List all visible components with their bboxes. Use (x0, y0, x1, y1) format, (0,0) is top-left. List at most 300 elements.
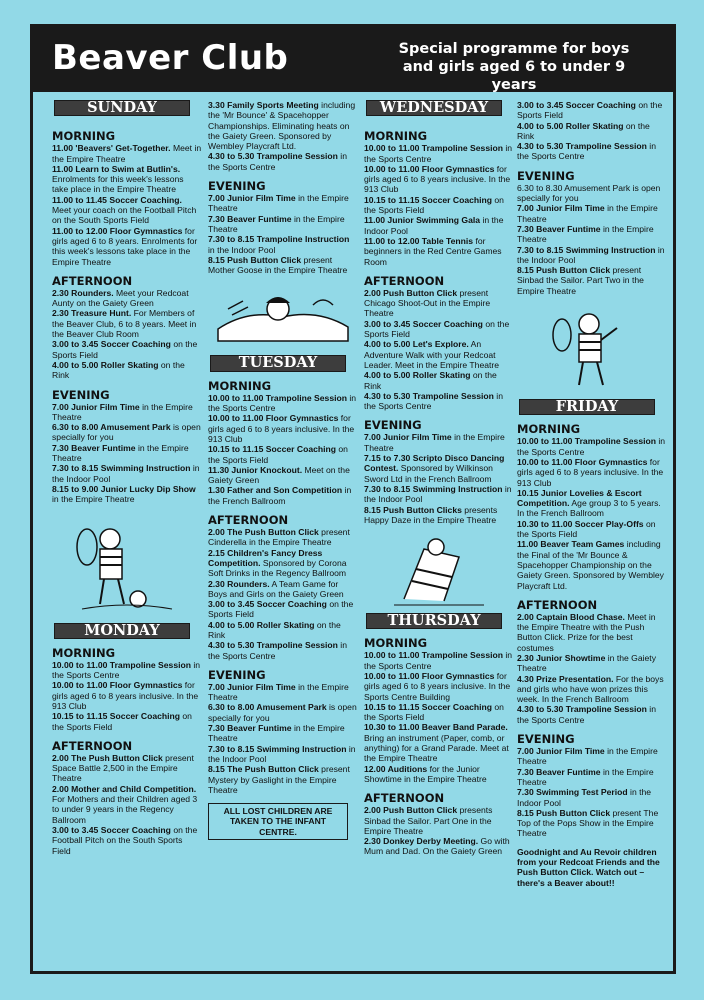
section-title-afternoon: AFTERNOON (364, 273, 445, 288)
entry-detail: in the Sports Centre (208, 151, 347, 172)
schedule-entry (364, 319, 514, 340)
header-banner (30, 24, 676, 92)
entry-detail: on the Sports Field (364, 194, 504, 216)
schedule-entry (52, 226, 202, 267)
entry-detail: Meet your Redcoat Aunty on the Gaiety Green (52, 287, 189, 309)
schedule-entry (208, 485, 358, 506)
entry-detail: on the Sports Field (52, 711, 192, 732)
schedule-entry (517, 224, 667, 245)
schedule-entry (517, 539, 667, 590)
entry-list (364, 432, 514, 525)
schedule-entry (208, 255, 358, 276)
schedule-entry (52, 753, 202, 784)
entry-list (364, 143, 514, 267)
entry-title: 2.30 Rounders. (208, 578, 270, 589)
entry-detail: in the Indoor Pool (517, 787, 652, 808)
entry-title: 3.00 to 3.45 Soccer Coaching (52, 339, 171, 350)
section-title-afternoon: AFTERNOON (208, 513, 289, 528)
schedule-entry (208, 764, 358, 795)
entry-detail: A Team Game for Boys and Girls on the Gaiety Green (208, 578, 344, 599)
schedule-entry (517, 808, 667, 839)
schedule-entry (52, 195, 202, 226)
schedule-entry (364, 764, 514, 785)
entry-title: 4.00 to 5.00 Roller Skating (364, 370, 471, 381)
entry-detail: for the Junior Showtime in the Empire Theatre (364, 763, 487, 784)
entry-title: 3.00 to 3.45 Soccer Coaching (364, 318, 483, 329)
schedule-entry (52, 484, 202, 505)
entry-title: 11.00 Learn to Swim at Butlin's. (52, 163, 181, 174)
entry-title: 11.00 to 12.00 Table Tennis (364, 235, 474, 246)
entry-title: 11.00 to 11.45 Soccer Coaching. (52, 194, 182, 205)
schedule-entry (208, 548, 358, 579)
entry-detail: in the Empire Theatre (364, 432, 505, 453)
section-title-afternoon: AFTERNOON (52, 738, 133, 753)
entry-title: 7.30 Beaver Funtime (517, 766, 601, 777)
entry-detail: in the Empire Theatre (52, 442, 189, 464)
entry-title: 2.30 Donkey Derby Meeting. (364, 836, 479, 847)
entry-detail: in the Indoor Pool (208, 743, 356, 764)
entry-title: 2.00 The Push Button Click (52, 752, 163, 763)
entry-detail: in the Empire Theatre (517, 203, 658, 224)
schedule-entry (364, 370, 514, 391)
entry-detail: in the Empire Theatre (208, 681, 349, 703)
section-title-evening: EVENING (517, 168, 575, 183)
entry-detail: in the Empire Theatre (52, 494, 135, 505)
entry-detail: presents Happy Daze in the Empire Theatre (364, 504, 498, 525)
entry-title: 6.30 to 8.00 Amusement Park (52, 422, 171, 433)
entry-detail: in the Sports Centre (517, 436, 666, 457)
entry-list (52, 143, 202, 267)
entry-title: 8.15 The Push Button Click (208, 764, 319, 775)
schedule-entry (517, 100, 667, 121)
schedule-entry (517, 121, 667, 142)
schedule-entry (517, 653, 667, 674)
lost-children-notice: ALL LOST CHILDREN ARE TAKEN TO THE INFANT CENTRE. (208, 803, 348, 840)
entry-detail: present Sinbad the Sailor. Part Two in the Empire Theatre (517, 265, 644, 296)
schedule-entry (208, 465, 358, 486)
column-4 (517, 100, 667, 888)
entry-detail: Age group 3 to 5 years. In the French Ballroom (517, 498, 661, 519)
entry-detail: For Mothers and their Children aged 3 to under 9 years in the Regency Ballroom (52, 794, 198, 825)
entry-title: 3.30 Family Sports Meeting (208, 100, 319, 110)
entry-detail: in the Empire Theatre (208, 193, 349, 214)
entry-detail: in the Indoor Pool (208, 244, 276, 255)
entry-title: 10.15 to 11.15 Soccer Coaching (208, 444, 337, 455)
entry-list (208, 682, 358, 795)
schedule-entry (52, 784, 202, 825)
column-2 (208, 100, 358, 840)
schedule-entry (52, 402, 202, 423)
schedule-entry (364, 195, 514, 216)
entry-title: 10.15 to 11.15 Soccer Coaching (364, 701, 493, 712)
entry-title: 10.00 to 11.00 Floor Gymnastics (364, 670, 495, 681)
entry-title: 11.00 Beaver Team Games (517, 539, 625, 550)
schedule-entry (364, 432, 514, 453)
schedule-entry (208, 682, 358, 703)
entry-detail: on the Rink (208, 619, 341, 640)
entry-list (52, 660, 202, 732)
entry-title: 10.30 to 11.00 Beaver Band Parade. (364, 722, 508, 733)
entry-detail: for girls aged 6 to 8 years inclusive. In the Sports Centre Building (364, 670, 511, 702)
entry-title: 7.30 to 8.15 Swimming Instruction (517, 244, 656, 255)
entry-title: 6.30 to 8.00 Amusement Park (208, 702, 327, 713)
entry-detail: in the Gaiety Theatre (517, 652, 656, 674)
schedule-entry (52, 143, 202, 164)
entry-detail: in the Indoor Pool (52, 463, 200, 484)
entry-detail: on the Sports Field (364, 318, 510, 340)
entry-title: 2.30 Junior Showtime (517, 652, 606, 663)
schedule-entry (364, 453, 514, 484)
entry-title: 10.00 to 11.00 Floor Gymnastics (208, 413, 339, 424)
schedule-entry (208, 413, 358, 444)
beaver-waving-illustration (517, 300, 667, 395)
section-title-evening: EVENING (208, 667, 266, 682)
entry-detail: in the Sports Centre (364, 390, 503, 412)
entry-detail: Go with Mum and Dad. On the Gaiety Green (364, 836, 510, 857)
entry-title: 8.15 Push Button Click (517, 807, 611, 818)
entry-list (208, 193, 358, 275)
schedule-entry (208, 723, 358, 744)
schedule-entry (364, 391, 514, 412)
entry-title: 7.30 to 8.15 Swimming Instruction (364, 483, 503, 494)
schedule-entry (517, 457, 667, 488)
entry-detail: on the Sports Field (517, 100, 663, 121)
entry-detail: Meet in the Empire Theatre (52, 143, 202, 164)
section-title-evening: EVENING (52, 387, 110, 402)
schedule-entry (208, 579, 358, 600)
entry-title: 10.00 to 11.00 Floor Gymnastics (517, 456, 648, 467)
schedule-entry (364, 836, 514, 857)
entry-detail: including the 'Mr Bounce' & Spacehopper Championships. Eliminating heats on the Gaiety Green. Sponsored by Wembley Playcraft Ltd. (208, 100, 356, 152)
entry-detail: for girls aged 6 to 8 years inclusive. In the 913 Club (52, 680, 199, 711)
entry-detail: For the boys and girls who have won prizes this week. In the French Ballroom (517, 673, 664, 705)
entry-title: 4.30 to 5.30 Trampoline Session (517, 141, 647, 152)
entry-detail: on the Sports Field (208, 444, 348, 465)
entry-detail: in the Sports Centre (364, 650, 513, 671)
entry-list (364, 650, 514, 784)
schedule-entry (364, 215, 514, 236)
entry-list (517, 436, 667, 590)
entry-title: 8.15 Push Button Click (517, 265, 611, 276)
schedule-entry (364, 650, 514, 671)
entry-title: 7.30 Beaver Funtime (208, 213, 292, 224)
schedule-entry (208, 620, 358, 641)
schedule-entry (208, 234, 358, 255)
entry-detail: Enrolments for this week's lessons take place in the Empire Theatre (52, 174, 184, 195)
entry-detail: in the Empire Theatre (208, 213, 345, 234)
section-title-evening: EVENING (364, 418, 422, 433)
entry-title: 10.15 to 11.15 Soccer Coaching (52, 711, 181, 722)
entry-detail: on the Sports Field (208, 599, 354, 620)
entry-detail: in the Empire Theatre (517, 746, 658, 767)
entry-detail: on the Rink (364, 370, 497, 391)
entry-title: 2.30 Treasure Hunt. (52, 308, 132, 319)
schedule-entry (364, 143, 514, 164)
entry-title: 4.30 to 5.30 Trampoline Session (364, 390, 494, 401)
entry-detail: in the Sports Centre (208, 392, 357, 414)
beaver-soccer-illustration (52, 509, 202, 619)
schedule-entry (208, 640, 358, 661)
schedule-entry (208, 527, 358, 548)
entry-detail: in the Sports Centre (52, 659, 201, 681)
entry-detail: present Space Battle 2,500 in the Empire Theatre (52, 752, 194, 784)
entry-title: 7.30 to 8.15 Trampoline Instruction (208, 234, 350, 245)
entry-list (52, 402, 202, 505)
closing-message: Goodnight and Au Revoir children from your Redcoat Friends and the Push Button Click. Watch out – there's a Beaver about!! (517, 846, 660, 888)
entry-detail: presents Sinbad the Sailor. Part One in the Empire Theatre (364, 805, 493, 836)
entry-list (517, 612, 667, 725)
schedule-entry (364, 236, 514, 267)
schedule-entry (364, 484, 514, 505)
section-title-evening: EVENING (517, 732, 575, 747)
entry-title: 2.00 Captain Blood Chase. (517, 611, 625, 622)
entry-title: 10.15 to 11.15 Soccer Coaching (364, 194, 493, 205)
entry-title: 7.30 Swimming Test Period (517, 787, 628, 798)
entry-detail: present Chicago Shoot-Out in the Empire Theatre (364, 287, 491, 319)
entry-detail: on the Rink (517, 120, 650, 141)
entry-detail: in the Empire Theatre (517, 766, 654, 787)
schedule-entry (208, 444, 358, 465)
entry-detail: in the Sports Centre (364, 143, 513, 164)
schedule-entry (517, 767, 667, 788)
schedule-entry (517, 704, 667, 725)
section-title-afternoon: AFTERNOON (364, 791, 445, 806)
entry-title: 10.15 Junior Lovelies & Escort Competition. (517, 487, 642, 509)
schedule-entry (52, 308, 202, 339)
day-heading-monday: MONDAY (54, 623, 190, 639)
entry-title: 2.30 Rounders. (52, 287, 114, 298)
entry-detail: including the Final of the 'Mr Bounce & Spacehopper Championship on the Gaiety Green. Sponsored by Wembley Playcraft Ltd. (517, 539, 664, 591)
entry-title: 12.00 Auditions (364, 763, 428, 774)
schedule-entry (364, 702, 514, 723)
entry-detail: in the Sports Centre (517, 141, 656, 162)
entry-title: 1.30 Father and Son Competition (208, 485, 343, 496)
schedule-entry (364, 671, 514, 702)
schedule-entry (52, 443, 202, 464)
schedule-entry (52, 711, 202, 732)
entry-title: 11.30 Junior Knockout. (208, 464, 303, 475)
schedule-entry (52, 463, 202, 484)
entry-detail: For Members of the Beaver Club, 6 to 8 years. Meet in the Beaver Club Room (52, 308, 197, 340)
entry-list (208, 527, 358, 661)
entry-detail: on the Sports Field (517, 518, 656, 540)
schedule-entry (52, 339, 202, 360)
schedule-entry (517, 265, 667, 296)
entry-title: 11.00 Junior Swimming Gala (364, 215, 481, 226)
entry-detail: is open specially for you (208, 702, 357, 723)
entry-title: 3.00 to 3.45 Soccer Coaching (517, 100, 636, 110)
schedule-entry (208, 393, 358, 414)
entry-title: 7.00 Junior Film Time (517, 203, 605, 214)
schedule-entry (517, 245, 667, 266)
entry-detail: Meet on the Gaiety Green (208, 464, 350, 486)
entry-detail: present Cinderella in the Empire Theatre (208, 527, 350, 548)
day-heading-wednesday: WEDNESDAY (366, 100, 502, 116)
sleeping-child-illustration (208, 279, 358, 349)
entry-title: 10.30 to 11.00 Soccer Play-Offs (517, 518, 644, 529)
entry-title: 10.00 to 11.00 Floor Gymnastics (364, 163, 495, 174)
entry-detail: in the Empire Theatre (208, 723, 345, 744)
day-heading-tuesday: TUESDAY (210, 355, 346, 371)
entry-title: 7.00 Junior Film Time (517, 746, 605, 757)
entry-detail: in the Sports Centre (208, 640, 347, 661)
entry-detail: in the Indoor Pool (364, 483, 512, 505)
entry-detail: Meet your coach on the Football Pitch on the South Sports Field (52, 205, 197, 226)
entry-title: 10.00 to 11.00 Trampoline Session (364, 650, 503, 661)
entry-list (364, 805, 514, 856)
entry-detail: present The Top of the Pops Show in the Empire Theatre (517, 807, 659, 839)
entry-detail: in the Empire Theatre (52, 401, 193, 422)
entry-title: 7.30 Beaver Funtime (208, 723, 292, 734)
schedule-entry (52, 360, 202, 381)
entry-detail: Sponsored by Wilkinson Sword Ltd in the French Ballroom (364, 463, 493, 484)
entry-list (517, 183, 667, 296)
schedule-entry (517, 183, 667, 204)
schedule-entry (517, 488, 667, 519)
entry-title: 11.00 'Beavers' Get-Together. (52, 143, 171, 154)
entry-detail: for beginners in the Red Centre Games Room (364, 235, 502, 267)
section-title-morning: MORNING (52, 645, 116, 660)
schedule-entry (52, 680, 202, 711)
schedule-entry (517, 787, 667, 808)
entry-list (52, 288, 202, 381)
entry-list (364, 288, 514, 412)
schedule-entry (364, 505, 514, 526)
deckchair-beaver-illustration (364, 529, 514, 609)
entry-list (52, 753, 202, 856)
entry-title: 7.30 to 8.15 Swimming Instruction (208, 743, 347, 754)
entry-detail: An Adventure Walk with your Redcoat Leader. Meet in the Empire Theatre (364, 339, 500, 370)
schedule-entry (517, 203, 667, 224)
schedule-entry (52, 660, 202, 681)
entry-title: 10.00 to 11.00 Trampoline Session (208, 392, 347, 403)
entry-title: 3.00 to 3.45 Soccer Coaching (208, 599, 327, 610)
column-1 (52, 100, 202, 856)
schedule-entry (517, 674, 667, 705)
entry-detail: in the Indoor Pool (517, 244, 665, 265)
entry-title: 4.30 to 5.30 Trampoline Session (517, 704, 647, 715)
entry-title: 2.00 Push Button Click (364, 287, 458, 298)
entry-title: 4.00 to 5.00 Roller Skating (208, 619, 315, 630)
entry-detail: in the Sports Centre (517, 704, 656, 725)
entry-detail: Sponsored by Corona Soft Drinks in the Regency Ballroom (208, 557, 347, 579)
schedule-entry (208, 599, 358, 620)
entry-title: 3.00 to 3.45 Soccer Coaching (52, 824, 171, 835)
day-heading-friday: FRIDAY (519, 399, 655, 415)
entry-detail: on the Sports Field (364, 701, 504, 723)
schedule-entry (364, 288, 514, 319)
entry-title: 2.00 The Push Button Click (208, 527, 319, 538)
entry-title: 2.15 Children's Fancy Dress Competition. (208, 547, 323, 568)
entry-detail: for girls aged 6 to 8 years. Enrolments for this week's lessons take place in the Empire Theatre (52, 225, 198, 267)
day-heading-sunday: SUNDAY (54, 100, 190, 116)
entry-detail: in the Empire Theatre (517, 223, 654, 245)
entry-title: 7.30 Beaver Funtime (52, 442, 136, 453)
entry-title: 11.00 to 12.00 Floor Gymnastics (52, 225, 183, 236)
entry-list (517, 746, 667, 839)
schedule-entry (208, 100, 358, 151)
section-title-morning: MORNING (364, 636, 428, 651)
section-title-afternoon: AFTERNOON (52, 273, 133, 288)
schedule-entry (517, 519, 667, 540)
schedule-entry (517, 746, 667, 767)
entry-detail: on the Sports Field (52, 339, 198, 360)
entry-title: 4.00 to 5.00 Roller Skating (52, 359, 159, 370)
schedule-entry (52, 164, 202, 195)
entry-list (517, 100, 667, 162)
schedule-entry (517, 612, 667, 653)
schedule-entry (364, 805, 514, 836)
entry-title: 7.30 to 8.15 Swimming Instruction (52, 463, 191, 474)
entry-detail: in the French Ballroom (208, 485, 352, 506)
entry-title: 8.15 Push Button Click (208, 254, 302, 265)
column-3 (364, 100, 514, 857)
schedule-entry (208, 744, 358, 765)
entry-list (208, 100, 358, 172)
entry-detail: present Mother Goose in the Empire Theatre (208, 254, 348, 276)
schedule-entry (517, 141, 667, 162)
schedule-entry (208, 214, 358, 235)
entry-detail: present Mystery by Gaslight in the Empire Theatre (208, 764, 350, 795)
schedule-entry (52, 288, 202, 309)
schedule-entry (208, 702, 358, 723)
schedule-entry (364, 722, 514, 763)
section-title-morning: MORNING (364, 129, 428, 144)
entry-title: 10.00 to 11.00 Trampoline Session (517, 436, 656, 447)
entry-detail: is open specially for you (52, 422, 201, 443)
schedule-entry (52, 825, 202, 856)
entry-title: 10.00 to 11.00 Trampoline Session (52, 659, 191, 670)
entry-title: 7.00 Junior Film Time (364, 432, 452, 443)
section-title-morning: MORNING (517, 422, 581, 437)
schedule-entry (364, 164, 514, 195)
schedule-entry (364, 339, 514, 370)
entry-detail: for girls aged 6 to 8 years inclusive. In the 913 Club (208, 413, 355, 444)
schedule-entry (517, 436, 667, 457)
entry-title: 10.00 to 11.00 Floor Gymnastics (52, 680, 183, 691)
page-title: Beaver Club (52, 38, 289, 78)
entry-title: 4.00 to 5.00 Let's Explore. (364, 339, 469, 350)
section-title-afternoon: AFTERNOON (517, 597, 598, 612)
entry-detail: in the Indoor Pool (364, 215, 504, 236)
schedule-entry (208, 193, 358, 214)
entry-title: 7.15 to 7.30 Scripto Disco Dancing Contest. (364, 453, 505, 474)
entry-detail: for girls aged 6 to 8 years inclusive. In the 913 Club (517, 456, 664, 488)
page-subtitle: Special programme for boys and girls aged 6 to under 9 years (398, 41, 630, 93)
entry-title: 2.00 Push Button Click (364, 805, 458, 816)
section-title-morning: MORNING (208, 378, 272, 393)
section-title-evening: EVENING (208, 179, 266, 194)
entry-title: 7.00 Junior Film Time (208, 193, 296, 204)
entry-detail: on the Rink (52, 359, 185, 381)
entry-title: 4.30 to 5.30 Trampoline Session (208, 640, 338, 651)
entry-detail: on the Football Pitch on the South Sports Field (52, 824, 198, 856)
schedule-entry (208, 151, 358, 172)
entry-title: 8.15 to 9.00 Junior Lucky Dip Show (52, 483, 196, 494)
entry-title: 7.00 Junior Film Time (208, 681, 296, 692)
entry-detail: for girls aged 6 to 8 years inclusive. In the 913 Club (364, 163, 511, 195)
entry-title: 4.00 to 5.00 Roller Skating (517, 120, 624, 131)
entry-title: 7.00 Junior Film Time (52, 401, 140, 412)
section-title-morning: MORNING (52, 129, 116, 144)
entry-detail: 6.30 to 8.30 Amusement Park is open specially for you (517, 182, 661, 204)
day-heading-thursday: THURSDAY (366, 613, 502, 629)
entry-detail: Meet in the Empire Theatre with the Push Button Click. Prize for the best costumes (517, 611, 656, 653)
entry-detail: Bring an instrument (Paper, comb, or anything) for a Grand Parade. Meet at the Empire Theatre (364, 732, 509, 764)
entry-title: 10.00 to 11.00 Trampoline Session (364, 143, 503, 154)
schedule-entry (52, 422, 202, 443)
entry-title: 4.30 Prize Presentation. (517, 673, 614, 684)
